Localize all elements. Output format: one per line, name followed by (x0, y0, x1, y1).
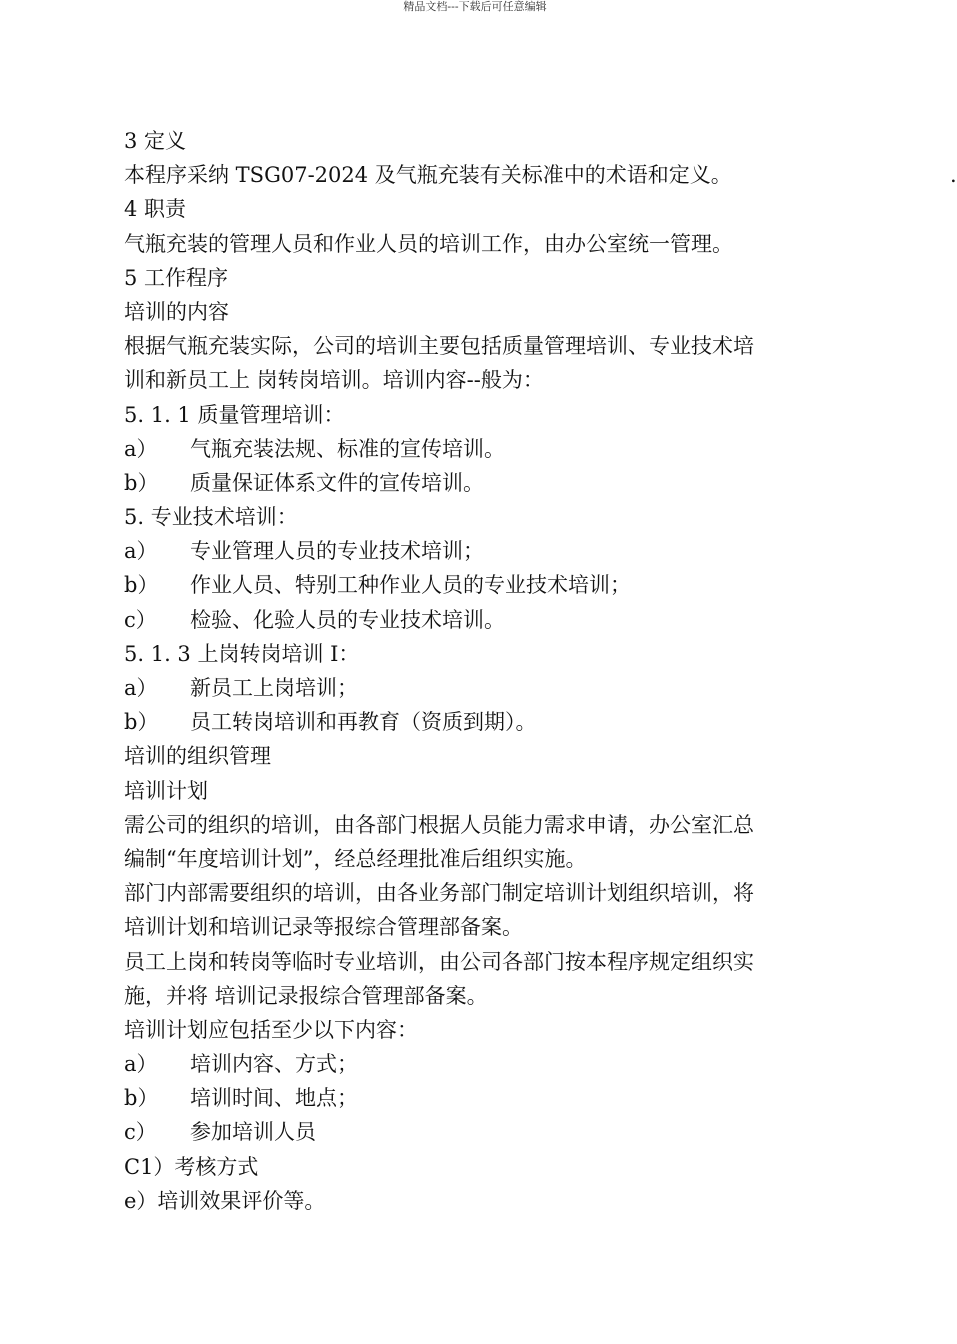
list-marker: a） (124, 676, 158, 700)
list-item (124, 1115, 844, 1149)
plan-paragraph-2-line-2: 培训计划和培训记录等报综合管理部备案。 (124, 915, 523, 940)
list-item-text: 质量保证体系文件的宣传培训。 (190, 470, 484, 495)
section-5-heading: 5 工作程序 (124, 265, 229, 290)
list-item-text: 培训时间、地点； (190, 1086, 358, 1111)
list-item (124, 705, 844, 739)
section-5-1-2-heading: 5. 专业技术培训： (124, 505, 298, 530)
list-item (124, 432, 844, 466)
list-item-text: 参加培训人员 (190, 1120, 316, 1145)
list-item-text: 气瓶充装法规、标准的宣传培训。 (190, 436, 505, 461)
training-content-paragraph-line-2: 训和新员工上 岗转岗培训。培训内容--般为： (124, 368, 544, 393)
list-marker: b） (124, 470, 159, 495)
list-marker: b） (124, 1086, 159, 1111)
section-5-1-1-heading: 5. 1. 1 质量管理培训： (124, 402, 345, 427)
list-item-text: 作业人员、特别工种作业人员的专业技术培训； (190, 573, 631, 598)
section-3-text: 本程序采纳 TSG07-2024 及气瓶充装有关标准中的术语和定义。 (124, 163, 732, 188)
plan-paragraph-1-line-1: 需公司的组织的培训，由各部门根据人员能力需求申请，办公室汇总 (124, 812, 754, 837)
list-item (124, 534, 844, 568)
list-item (124, 671, 844, 705)
plan-paragraph-3-line-1: 员工上岗和转岗等临时专业培训，由公司各部门按本程序规定组织实 (124, 949, 754, 974)
list-item (124, 603, 844, 637)
list-marker: b） (124, 573, 159, 598)
list-marker: a） (124, 1052, 158, 1077)
list-item-text: 员工转岗培训和再教育（资质到期）。 (190, 710, 537, 735)
training-organization-heading: 培训的组织管理 (124, 744, 271, 769)
list-item-text: 专业管理人员的专业技术培训； (190, 539, 484, 564)
training-content-heading: 培训的内容 (124, 299, 229, 324)
list-item-text: 新员工上岗培训； (190, 676, 358, 700)
section-5-1-3-heading: 5. 1. 3 上岗转岗培训 I： (124, 641, 360, 666)
document-body (124, 124, 957, 1218)
plan-paragraph-4: 培训计划应包括至少以下内容： (124, 1017, 418, 1042)
training-plan-heading: 培训计划 (124, 778, 208, 803)
plan-paragraph-2-line-1: 部门内部需要组织的培训，由各业务部门制定培训计划组织培训，将 (124, 881, 754, 906)
list-item (124, 568, 844, 602)
list-marker: b） (124, 710, 159, 735)
section-3-text-line (124, 158, 957, 192)
stray-dot: . (950, 163, 957, 188)
list-item (124, 1081, 844, 1115)
list-marker: a） (124, 539, 158, 564)
list-marker: c） (124, 607, 157, 632)
plan-paragraph-1-line-2: 编制“年度培训计划”，经总经理批准后组织实施。 (124, 846, 587, 871)
list-marker: a） (124, 436, 158, 461)
training-content-paragraph-line-1: 根据气瓶充装实际，公司的培训主要包括质量管理培训、专业技术培 (124, 334, 754, 359)
page-header: 精品文档---下载后可任意编辑 (403, 0, 547, 13)
list-item-text: 培训内容、方式； (190, 1052, 358, 1077)
section-3-heading: 3 定义 (124, 129, 187, 153)
list-item (124, 1047, 844, 1081)
list-item-assessment: C1）考核方式 (124, 1154, 259, 1179)
section-4-heading: 4 职责 (124, 197, 187, 222)
plan-paragraph-3-line-2: 施，并将 培训记录报综合管理部备案。 (124, 983, 488, 1008)
list-item-evaluation: e）培训效果评价等。 (124, 1188, 326, 1213)
list-marker: c） (124, 1120, 157, 1145)
section-4-text: 气瓶充装的管理人员和作业人员的培训工作，由办公室统一管理。 (124, 231, 733, 256)
list-item (124, 466, 844, 500)
list-item-text: 检验、化验人员的专业技术培训。 (190, 607, 505, 632)
